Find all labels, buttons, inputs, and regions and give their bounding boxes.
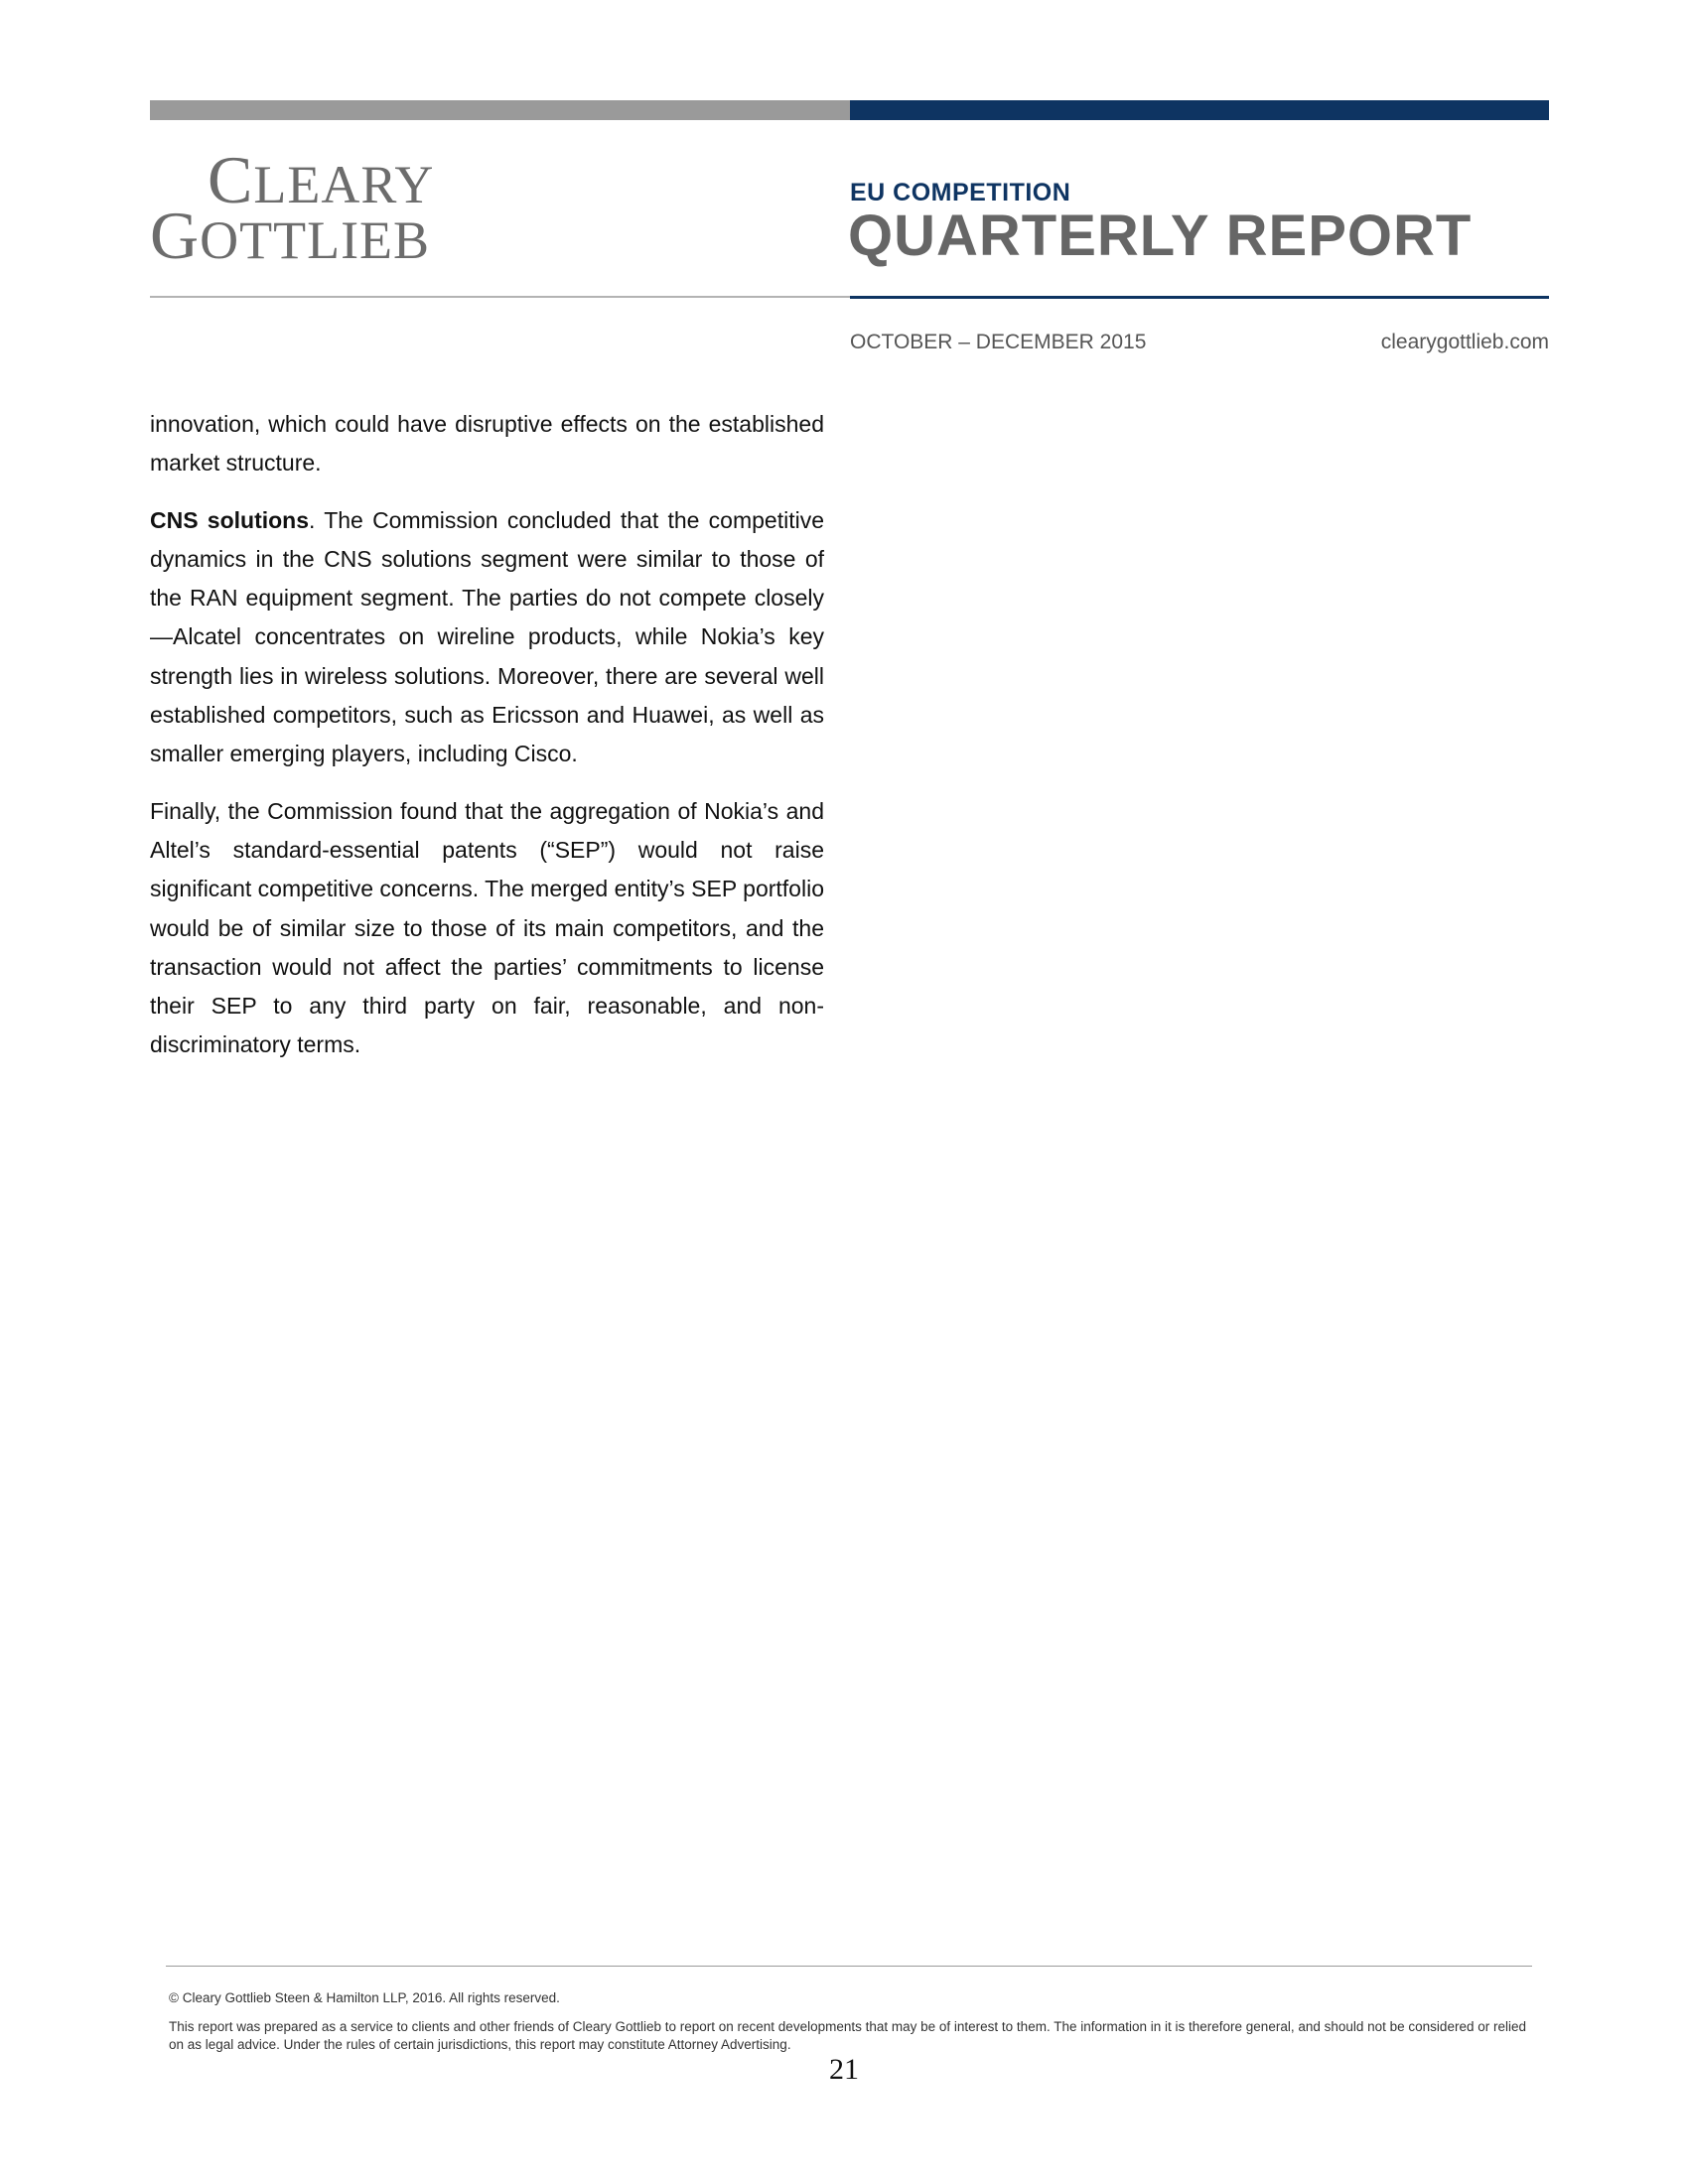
- page-number: 21: [829, 2053, 859, 2086]
- logo-line-2: GOTTLIEB: [150, 198, 431, 273]
- website-link[interactable]: clearygottlieb.com: [1380, 331, 1549, 353]
- header-bar-navy: [850, 100, 1549, 120]
- header-rule-gray: [150, 296, 850, 298]
- paragraph-2-text: . The Commission concluded that the competitive dynamics in the CNS solutions segment were similar to those of the RAN equipment segment. The parties do not compete closely—Alcatel concentrates on wireline products, while Nokia’s key strength lies in wireless solutions. Moreover, there are several well established competitors, such as Ericsson and Huawei, as well as smaller emerging players, including Cisco.: [150, 506, 825, 767]
- paragraph-3: Finally, the Commission found that the aggregation of Nokia’s and Altel’s standard-essential patents (“SEP”) would not raise significant competitive concerns. The merged entity’s SEP portfolio would be of similar size to those of its main competitors, and the transaction would not affect the parties’ commitments to license their SEP to any third party on fair, reasonable, and non-discriminatory terms.: [150, 797, 824, 1058]
- paragraph-1: innovation, which could have disruptive effects on the established market structure.: [150, 411, 824, 477]
- footer-copyright: © Cleary Gottlieb Steen & Hamilton LLP, 2016. All rights reserved.: [169, 1990, 560, 2005]
- report-period: OCTOBER – DECEMBER 2015: [850, 331, 1147, 353]
- header-rule-navy: [850, 296, 1549, 299]
- footer-rule: [166, 1966, 1532, 1967]
- paragraph-2-heading: CNS solutions: [150, 506, 310, 533]
- logo-line-1: CLEARY: [208, 142, 435, 217]
- footer-disclaimer: This report was prepared as a service to clients and other friends of Cleary Gottlieb to report on recent developments that may be of interest to them. The information in it is therefore general, and should not be considered or relied on as legal advice. Under the rules of certain jurisdictions, this report may constitute Attorney Advertising.: [169, 2019, 1526, 2052]
- report-title: QUARTERLY REPORT: [848, 204, 1473, 268]
- header-bar-gray: [150, 100, 850, 120]
- body-column: [150, 405, 824, 1083]
- firm-logo: [150, 142, 435, 273]
- paragraph-2: [150, 501, 824, 774]
- report-kicker: EU COMPETITION: [850, 179, 1071, 206]
